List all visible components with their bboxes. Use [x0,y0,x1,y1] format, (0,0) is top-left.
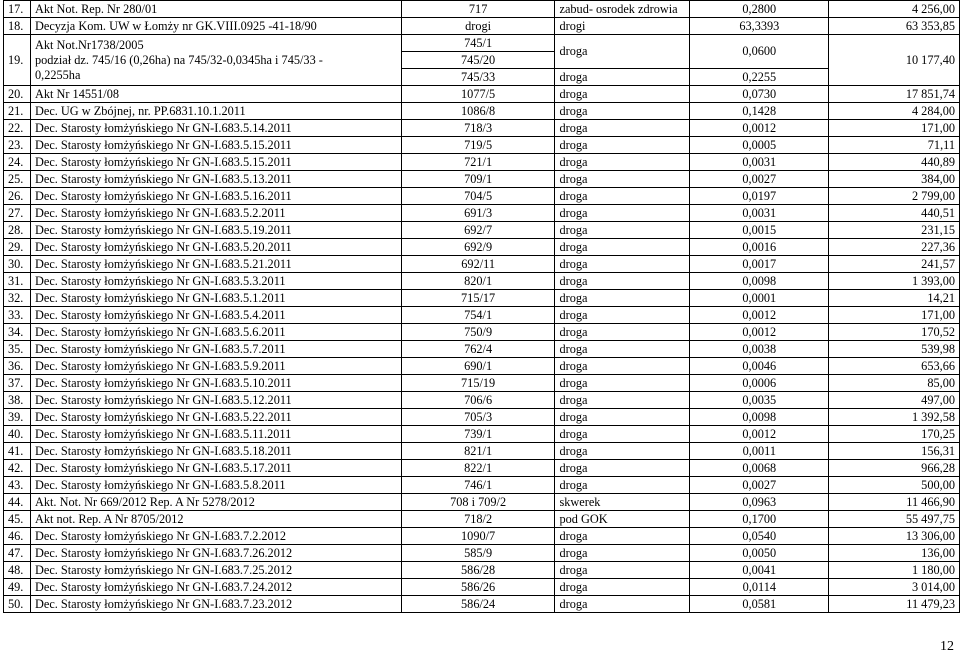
table-row [4,137,960,154]
value-pln: 171,00 [829,120,960,137]
value-pln: 17 851,74 [829,86,960,103]
row-number: 17. [4,1,31,18]
register-rows [4,86,960,613]
table-row [4,392,960,409]
area-ha: 0,0963 [690,494,829,511]
table-row [4,579,960,596]
row-number: 38. [4,392,31,409]
area-ha: 0,0600 [690,35,829,69]
row-number: 27. [4,205,31,222]
area-ha: 0,0027 [690,477,829,494]
document-reference: Akt. Not. Nr 669/2012 Rep. A Nr 5278/2012 [30,494,401,511]
document-reference: Dec. Starosty łomżyńskiego Nr GN-I.683.5.22.2011 [30,409,401,426]
value-pln: 14,21 [829,290,960,307]
area-ha: 0,0012 [690,426,829,443]
parcel-number: 820/1 [401,273,555,290]
area-ha: 0,0540 [690,528,829,545]
row-number: 19. [4,35,31,86]
parcel-number: 692/7 [401,222,555,239]
table-row [4,375,960,392]
document-line: podział dz. 745/16 (0,26ha) na 745/32-0,0345ha i 745/33 - [34,52,323,67]
value-pln: 227,36 [829,239,960,256]
value-pln: 63 353,85 [829,18,960,35]
table-row [4,443,960,460]
parcel-number: 745/33 [401,69,555,86]
row-number: 42. [4,460,31,477]
parcel-number: 821/1 [401,443,555,460]
row-number: 36. [4,358,31,375]
land-use: droga [555,324,690,341]
parcel-number: 1090/7 [401,528,555,545]
land-use: droga [555,222,690,239]
row-number: 45. [4,511,31,528]
value-pln: 1 392,58 [829,409,960,426]
area-ha: 0,0197 [690,188,829,205]
land-use: droga [555,137,690,154]
area-ha: 0,0012 [690,324,829,341]
area-ha: 0,0016 [690,239,829,256]
parcel-number: 762/4 [401,341,555,358]
row-number: 29. [4,239,31,256]
value-pln: 500,00 [829,477,960,494]
parcel-number: 822/1 [401,460,555,477]
value-pln: 1 393,00 [829,273,960,290]
document-reference: Dec. Starosty łomżyńskiego Nr GN-I.683.5.3.2011 [30,273,401,290]
area-ha: 0,0035 [690,392,829,409]
row-number: 34. [4,324,31,341]
document-reference: Dec. Starosty łomżyńskiego Nr GN-I.683.7.23.2012 [30,596,401,613]
value-pln: 440,51 [829,205,960,222]
value-pln: 136,00 [829,545,960,562]
document-line: 0,2255ha [34,67,81,82]
parcel-number: 706/6 [401,392,555,409]
row-number: 49. [4,579,31,596]
table-row [4,494,960,511]
value-pln: 539,98 [829,341,960,358]
document-reference: Dec. Starosty łomżyńskiego Nr GN-I.683.5.10.2011 [30,375,401,392]
area-ha: 0,2255 [690,69,829,86]
row-number: 41. [4,443,31,460]
row-number: 39. [4,409,31,426]
parcel-number: 586/26 [401,579,555,596]
parcel-number: 750/9 [401,324,555,341]
parcel-number: 719/5 [401,137,555,154]
value-pln: 241,57 [829,256,960,273]
document-reference: Dec. Starosty łomżyńskiego Nr GN-I.683.5.4.2011 [30,307,401,324]
land-use: droga [555,307,690,324]
land-use: droga [555,596,690,613]
area-ha: 0,0006 [690,375,829,392]
area-ha: 0,0050 [690,545,829,562]
area-ha: 0,0017 [690,256,829,273]
table-row [4,290,960,307]
land-use: droga [555,103,690,120]
value-pln: 3 014,00 [829,579,960,596]
land-use: droga [555,154,690,171]
row-number: 23. [4,137,31,154]
land-use: droga [555,460,690,477]
parcel-number: 721/1 [401,154,555,171]
table-row [4,86,960,103]
value-pln: 966,28 [829,460,960,477]
area-ha: 0,0031 [690,205,829,222]
document-reference: Dec. Starosty łomżyńskiego Nr GN-I.683.7.25.2012 [30,562,401,579]
page-number: 12 [940,639,954,654]
area-ha: 0,0001 [690,290,829,307]
value-pln: 231,15 [829,222,960,239]
parcel-number: 745/1 [401,35,555,52]
parcel-number: 718/2 [401,511,555,528]
parcel-number: drogi [401,18,555,35]
land-use: droga [555,341,690,358]
parcel-number: 705/3 [401,409,555,426]
area-ha: 0,0041 [690,562,829,579]
table-row [4,171,960,188]
area-ha: 0,0581 [690,596,829,613]
property-register-table [3,0,960,613]
table-row [4,307,960,324]
document-line: Akt Not.Nr1738/2005 [34,37,144,52]
land-use: droga [555,69,690,86]
land-use: droga [555,375,690,392]
row-number: 50. [4,596,31,613]
document-reference: Decyzja Kom. UW w Łomży nr GK.VIII.0925 -41-18/90 [30,18,401,35]
table-row [4,222,960,239]
land-use: droga [555,188,690,205]
row-number: 28. [4,222,31,239]
parcel-number: 718/3 [401,120,555,137]
land-use: droga [555,409,690,426]
table-row [4,596,960,613]
table-row [4,545,960,562]
table-row [4,477,960,494]
document-reference: Dec. Starosty łomżyńskiego Nr GN-I.683.5.21.2011 [30,256,401,273]
table-row [4,460,960,477]
area-ha: 0,0098 [690,273,829,290]
area-ha: 0,0114 [690,579,829,596]
table-row [4,154,960,171]
area-ha: 0,0012 [690,120,829,137]
value-pln: 55 497,75 [829,511,960,528]
area-ha: 0,2800 [690,1,829,18]
land-use: droga [555,120,690,137]
table-row [4,239,960,256]
register-table-body [4,1,960,86]
area-ha: 0,0027 [690,171,829,188]
document-reference: Dec. Starosty łomżyńskiego Nr GN-I.683.5.12.2011 [30,392,401,409]
document-reference: Dec. Starosty łomżyńskiego Nr GN-I.683.7.26.2012 [30,545,401,562]
row-number: 48. [4,562,31,579]
row-number: 31. [4,273,31,290]
area-ha: 0,1700 [690,511,829,528]
row-number: 18. [4,18,31,35]
row-number: 44. [4,494,31,511]
land-use: droga [555,35,690,69]
parcel-number: 709/1 [401,171,555,188]
value-pln: 10 177,40 [829,35,960,86]
value-pln: 156,31 [829,443,960,460]
land-use: droga [555,528,690,545]
value-pln: 440,89 [829,154,960,171]
value-pln: 2 799,00 [829,188,960,205]
document-reference: Dec. Starosty łomżyńskiego Nr GN-I.683.5.17.2011 [30,460,401,477]
document-reference: Dec. Starosty łomżyńskiego Nr GN-I.683.7.2.2012 [30,528,401,545]
area-ha: 0,1428 [690,103,829,120]
land-use: droga [555,562,690,579]
land-use: droga [555,290,690,307]
land-use: droga [555,205,690,222]
document-reference: Dec. Starosty łomżyńskiego Nr GN-I.683.5.18.2011 [30,443,401,460]
table-row [4,324,960,341]
land-use: droga [555,443,690,460]
area-ha: 0,0046 [690,358,829,375]
table-row [4,120,960,137]
value-pln: 171,00 [829,307,960,324]
table-row [4,562,960,579]
value-pln: 170,52 [829,324,960,341]
document-reference: Dec. Starosty łomżyńskiego Nr GN-I.683.5.7.2011 [30,341,401,358]
land-use: drogi [555,18,690,35]
area-ha: 0,0005 [690,137,829,154]
document-reference: Dec. Starosty łomżyńskiego Nr GN-I.683.5.15.2011 [30,154,401,171]
table-row [4,1,960,18]
parcel-number: 586/28 [401,562,555,579]
value-pln: 4 284,00 [829,103,960,120]
land-use: droga [555,358,690,375]
parcel-number: 692/11 [401,256,555,273]
parcel-number: 739/1 [401,426,555,443]
land-use: droga [555,579,690,596]
land-use: droga [555,545,690,562]
parcel-number: 746/1 [401,477,555,494]
area-ha: 0,0730 [690,86,829,103]
land-use: droga [555,426,690,443]
area-ha: 0,0011 [690,443,829,460]
parcel-number: 708 i 709/2 [401,494,555,511]
document-reference: Akt Nr 14551/08 [30,86,401,103]
table-row [4,103,960,120]
document-reference: Dec. Starosty łomżyńskiego Nr GN-I.683.5.1.2011 [30,290,401,307]
document-reference: Dec. Starosty łomżyńskiego Nr GN-I.683.5.6.2011 [30,324,401,341]
document-reference: Akt not. Rep. A Nr 8705/2012 [30,511,401,528]
area-ha: 63,3393 [690,18,829,35]
document-reference: Dec. Starosty łomżyńskiego Nr GN-I.683.5.16.2011 [30,188,401,205]
document-reference: Dec. Starosty łomżyńskiego Nr GN-I.683.5.20.2011 [30,239,401,256]
area-ha: 0,0068 [690,460,829,477]
value-pln: 653,66 [829,358,960,375]
value-pln: 11 479,23 [829,596,960,613]
parcel-number: 715/19 [401,375,555,392]
document-reference: Dec. Starosty łomżyńskiego Nr GN-I.683.5.19.2011 [30,222,401,239]
table-row [4,426,960,443]
table-row [4,18,960,35]
document-reference: Akt Not. Rep. Nr 280/01 [30,1,401,18]
table-row [4,528,960,545]
row-number: 43. [4,477,31,494]
parcel-number: 585/9 [401,545,555,562]
document-reference: Dec. Starosty łomżyńskiego Nr GN-I.683.7.24.2012 [30,579,401,596]
area-ha: 0,0098 [690,409,829,426]
table-row [4,256,960,273]
value-pln: 11 466,90 [829,494,960,511]
table-row [4,511,960,528]
value-pln: 4 256,00 [829,1,960,18]
area-ha: 0,0012 [690,307,829,324]
document-reference: Dec. Starosty łomżyńskiego Nr GN-I.683.5.2.2011 [30,205,401,222]
value-pln: 170,25 [829,426,960,443]
land-use: droga [555,477,690,494]
document-reference [30,35,401,86]
land-use: droga [555,171,690,188]
parcel-number: 1086/8 [401,103,555,120]
row-number: 30. [4,256,31,273]
document-reference: Dec. Starosty łomżyńskiego Nr GN-I.683.5.13.2011 [30,171,401,188]
document-reference: Dec. Starosty łomżyńskiego Nr GN-I.683.5.9.2011 [30,358,401,375]
table-row [4,35,960,52]
land-use: zabud- osrodek zdrowia [555,1,690,18]
value-pln: 71,11 [829,137,960,154]
parcel-number: 745/20 [401,52,555,69]
table-row [4,273,960,290]
parcel-number: 717 [401,1,555,18]
value-pln: 497,00 [829,392,960,409]
row-number: 22. [4,120,31,137]
row-number: 40. [4,426,31,443]
area-ha: 0,0038 [690,341,829,358]
table-row [4,341,960,358]
parcel-number: 1077/5 [401,86,555,103]
row-number: 25. [4,171,31,188]
parcel-number: 690/1 [401,358,555,375]
land-use: droga [555,86,690,103]
table-row [4,358,960,375]
parcel-number: 692/9 [401,239,555,256]
area-ha: 0,0015 [690,222,829,239]
row-number: 20. [4,86,31,103]
value-pln: 85,00 [829,375,960,392]
document-reference: Dec. Starosty łomżyńskiego Nr GN-I.683.5.14.2011 [30,120,401,137]
land-use: skwerek [555,494,690,511]
row-number: 21. [4,103,31,120]
row-number: 32. [4,290,31,307]
area-ha: 0,0031 [690,154,829,171]
land-use: droga [555,273,690,290]
table-row [4,188,960,205]
row-number: 35. [4,341,31,358]
land-use: pod GOK [555,511,690,528]
document-reference: Dec. Starosty łomżyńskiego Nr GN-I.683.5.8.2011 [30,477,401,494]
document-reference: Dec. UG w Zbójnej, nr. PP.6831.10.1.2011 [30,103,401,120]
parcel-number: 586/24 [401,596,555,613]
table-row [4,409,960,426]
row-number: 33. [4,307,31,324]
value-pln: 384,00 [829,171,960,188]
parcel-number: 754/1 [401,307,555,324]
parcel-number: 715/17 [401,290,555,307]
land-use: droga [555,256,690,273]
document-reference: Dec. Starosty łomżyńskiego Nr GN-I.683.5.11.2011 [30,426,401,443]
parcel-number: 704/5 [401,188,555,205]
row-number: 24. [4,154,31,171]
row-number: 26. [4,188,31,205]
value-pln: 1 180,00 [829,562,960,579]
value-pln: 13 306,00 [829,528,960,545]
row-number: 46. [4,528,31,545]
parcel-number: 691/3 [401,205,555,222]
table-row [4,205,960,222]
row-number: 37. [4,375,31,392]
row-number: 47. [4,545,31,562]
land-use: droga [555,239,690,256]
land-use: droga [555,392,690,409]
document-reference: Dec. Starosty łomżyńskiego Nr GN-I.683.5.15.2011 [30,137,401,154]
